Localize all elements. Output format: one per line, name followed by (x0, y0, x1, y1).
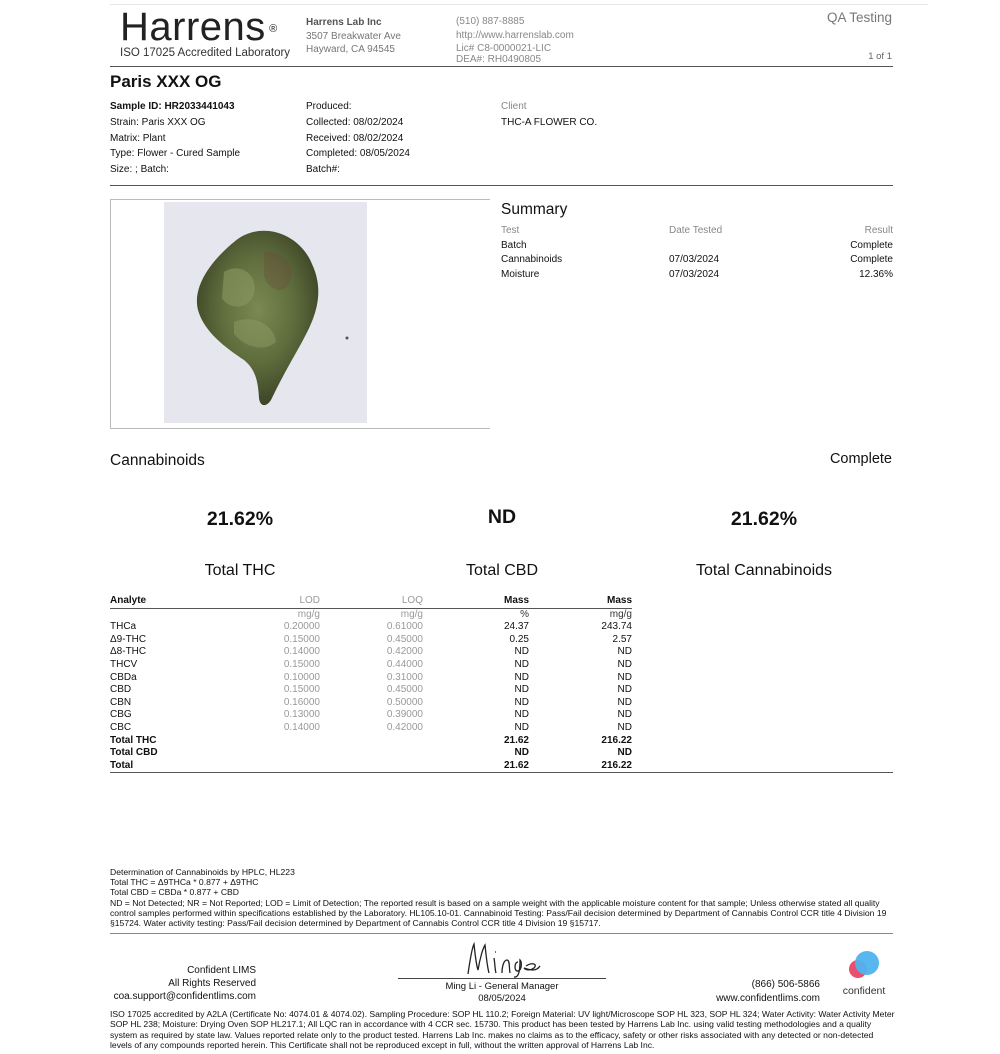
analyte-mass-mg: 243.74 (601, 621, 632, 633)
analyte-loq (320, 735, 423, 748)
analyte-table (110, 595, 893, 773)
analyte-mass-percent: 21.62 (423, 760, 529, 773)
logo-subtitle: ISO 17025 Accredited Laboratory (120, 47, 291, 59)
summary-header-row (501, 223, 893, 238)
analyte-loq: 0.39000 (386, 709, 423, 721)
notes-divider (110, 933, 893, 934)
row-spacer (632, 672, 893, 685)
analyte-mass-percent: 24.37 (503, 621, 529, 633)
summary-header-test: Test (501, 224, 520, 236)
analyte-loq: 0.50000 (386, 696, 423, 708)
analyte-name: CBG (110, 709, 132, 721)
analyte-name: CBD (110, 684, 132, 696)
signature-line (398, 978, 606, 979)
unit-spacer (632, 608, 893, 621)
confident-wordmark: confident (842, 985, 886, 997)
summary-test: Batch (501, 239, 527, 251)
analyte-name: CBDa (110, 671, 137, 683)
sample-id: Sample ID: HR2033441043 (110, 101, 235, 112)
sample-type: Type: Flower - Cured Sample (110, 148, 241, 160)
total-row (110, 735, 893, 748)
summary-result: 12.36% (859, 268, 893, 280)
analyte-lod: 0.20000 (283, 621, 320, 633)
header-loq: LOQ (320, 595, 423, 608)
lab-address-1: 3507 Breakwater Ave (306, 30, 401, 42)
row-spacer (632, 735, 893, 748)
details-divider (110, 185, 893, 186)
unit-mass-mg: mg/g (609, 608, 632, 620)
analyte-mass-percent: ND (514, 747, 529, 759)
confident-logo (836, 950, 892, 997)
analyte-name: Δ9-THC (110, 633, 147, 645)
analyte-loq: 0.31000 (386, 671, 423, 683)
summary-date: 07/03/2024 (669, 268, 720, 280)
analyte-lod: 0.15000 (283, 658, 320, 670)
analyte-lod: 0.10000 (283, 671, 320, 683)
analyte-mass-percent: ND (514, 646, 529, 658)
cannabis-bud-image (164, 202, 367, 423)
confident-logo-icon (847, 950, 881, 980)
analyte-mass-mg: ND (617, 721, 632, 733)
lab-license: Lic# C8-0000021-LIC (456, 43, 552, 55)
summary-date (669, 238, 793, 253)
header-spacer (632, 595, 893, 608)
row-spacer (632, 760, 893, 773)
summary-header-result: Result (864, 224, 893, 236)
analyte-name: Total THC (110, 734, 157, 746)
total-row (110, 760, 893, 773)
total-cannabinoids-label: Total Cannabinoids (695, 562, 833, 579)
confident-website[interactable]: www.confidentlims.com (716, 993, 820, 1004)
header-mass-mg: Mass (529, 595, 632, 608)
total-cannabinoids-value: 21.62% (730, 508, 798, 530)
analyte-lod: 0.15000 (283, 684, 320, 696)
header-analyte: Analyte (110, 595, 260, 608)
analyte-mass-percent: ND (514, 671, 529, 683)
collected: Collected: 08/02/2024 (306, 116, 404, 128)
analyte-mass-mg: 216.22 (601, 734, 632, 746)
analyte-loq: 0.44000 (386, 658, 423, 670)
signature-image (462, 940, 542, 978)
summary-date: 07/03/2024 (669, 254, 720, 266)
row-spacer (632, 621, 893, 634)
analyte-row (110, 697, 893, 710)
analyte-loq: 0.45000 (386, 684, 423, 696)
total-cbd-label: Total CBD (465, 562, 539, 579)
row-spacer (632, 722, 893, 735)
analyte-loq (320, 747, 423, 760)
method-notes (110, 867, 895, 928)
analyte-loq: 0.42000 (386, 646, 423, 658)
unit-loq: mg/g (400, 608, 423, 620)
analyte-name: Total CBD (110, 747, 158, 759)
row-spacer (632, 634, 893, 647)
sample-photo (164, 202, 367, 423)
analyte-mass-mg: ND (617, 658, 632, 670)
analyte-loq: 0.42000 (386, 721, 423, 733)
sample-dates (306, 99, 410, 178)
summary-title: Summary (501, 201, 568, 218)
analyte-mass-percent: ND (514, 658, 529, 670)
lims-name: Confident LIMS (187, 965, 256, 976)
header-divider (110, 66, 893, 67)
received: Received: 08/02/2024 (306, 132, 404, 144)
lims-info (110, 964, 256, 1003)
unit-mass-percent: % (520, 608, 529, 620)
analyte-name: Δ8-THC (110, 646, 147, 658)
analyte-name: THCa (110, 621, 137, 633)
analyte-name: CBC (110, 721, 132, 733)
client-block (501, 99, 597, 131)
analyte-loq (320, 760, 423, 773)
page-number: 1 of 1 (868, 51, 892, 62)
produced: Produced: (306, 101, 352, 112)
note-method: Determination of Cannabinoids by HPLC, HL223 (110, 867, 295, 877)
strain: Strain: Paris XXX OG (110, 116, 206, 128)
lab-website[interactable]: http://www.harrenslab.com (456, 29, 574, 41)
signature-date: 08/05/2024 (478, 993, 526, 1004)
summary-header-date: Date Tested (669, 224, 723, 236)
analyte-mass-mg: ND (617, 646, 632, 658)
units-row (110, 608, 893, 621)
summary-result: Complete (850, 239, 893, 251)
lims-rights: All Rights Reserved (168, 978, 256, 989)
row-spacer (632, 646, 893, 659)
confident-phone: (866) 506-5866 (751, 979, 820, 990)
registered-mark: ® (269, 23, 278, 35)
analyte-mass-percent: ND (514, 721, 529, 733)
analyte-name: Total (110, 760, 260, 773)
row-spacer (632, 659, 893, 672)
note-total-thc: Total THC = Δ9THCa * 0.877 + Δ9THC (110, 877, 259, 888)
summary-table (501, 223, 893, 282)
analyte-mass-mg: ND (617, 747, 632, 759)
analyte-mass-mg: ND (617, 684, 632, 696)
analyte-mass-percent: 21.62 (503, 734, 529, 746)
analyte-lod (260, 747, 320, 760)
analyte-lod: 0.14000 (283, 721, 320, 733)
lab-phone: (510) 887-8885 (456, 16, 525, 27)
cannabinoids-status: Complete (829, 451, 892, 467)
unit-analyte (110, 608, 260, 621)
signer-block (398, 981, 606, 1005)
confident-contact (700, 978, 820, 1006)
total-row (110, 747, 893, 760)
analyte-row (110, 684, 893, 697)
sample-title: Paris XXX OG (110, 72, 222, 91)
batch-number: Batch#: (306, 164, 340, 176)
row-spacer (632, 684, 893, 697)
header-lod: LOD (260, 595, 320, 608)
analyte-name: CBN (110, 696, 132, 708)
total-thc-value: 21.62% (206, 508, 274, 530)
analyte-mass-mg: ND (617, 709, 632, 721)
note-disclaimer: ND = Not Detected; NR = Not Reported; LOD = Limit of Detection; The reported result is based on a sample weight with the applicable moisture content for that sample; Unless otherwise stated all quality control samples performed within specifications established by the Laboratory. HL105.10-01. Cannabinoid Testing: Pass/Fail decision determined by Department of Cannabis Control CCR title 4 Division 19 §15724. Water activity testing: Pass/Fail decision determined by Department of Cannabis Control CCR title 4 Division 19 §15717. (110, 897, 887, 929)
analyte-lod: 0.13000 (283, 709, 320, 721)
logo-wordmark: Harrens (120, 5, 266, 49)
iso-accreditation-text: ISO 17025 accredited by A2LA (Certificate No: 4074.01 & 4074.02). Sampling Procedure: SOP HL 110.2; Foreign Material: UV light/Microscope SOP HL 323, SOP HL 324; Water Activity: Water Activity Meter SOP HL 238; Moisture: Drying Oven SOP HL217.1; All LQC ran in accordance with 4 CCR sec. 15730. This product has been tested by Harrens Lab Inc. using valid testing methodologies and a quality system as required by state law. Values reported relate only to the product tested. Harrens Lab Inc. makes no claims as to the efficacy, safety or other risks associated with any detected or non-detected levels of any compounds reported herein. This Certificate shall not be reproduced except in full, without the written approval of Harrens Lab Inc. (110, 1009, 895, 1050)
analyte-row (110, 659, 893, 672)
lab-info (306, 16, 401, 57)
size-batch: Size: ; Batch: (110, 164, 169, 176)
lab-dea: DEA#: RH0490805 (456, 53, 542, 65)
sample-details (110, 99, 240, 178)
summary-result: Complete (850, 254, 893, 266)
matrix: Matrix: Plant (110, 132, 166, 144)
unit-lod: mg/g (297, 608, 320, 620)
total-cbd-value: ND (487, 506, 517, 528)
analyte-row (110, 722, 893, 735)
lims-support-email[interactable]: coa.support@confidentlims.com (113, 991, 256, 1002)
analyte-mass-mg: ND (617, 671, 632, 683)
harrens-logo (120, 6, 300, 59)
summary-test: Moisture (501, 268, 540, 280)
row-spacer (632, 709, 893, 722)
analyte-loq: 0.45000 (386, 633, 423, 645)
analyte-mass-percent: ND (514, 684, 529, 696)
qa-testing-label: QA Testing (826, 10, 892, 25)
client-name: THC-A FLOWER CO. (501, 116, 598, 128)
analyte-lod (260, 760, 320, 773)
analyte-row (110, 621, 893, 634)
summary-row (501, 252, 893, 267)
lab-name: Harrens Lab Inc (306, 17, 382, 28)
header-mass-percent: Mass (423, 595, 529, 608)
analyte-lod: 0.16000 (283, 696, 320, 708)
client-label: Client (501, 101, 527, 112)
lab-address-2: Hayward, CA 94545 (306, 44, 395, 55)
total-thc-label: Total THC (204, 562, 276, 579)
completed: Completed: 08/05/2024 (306, 148, 410, 160)
analyte-mass-percent: ND (514, 696, 529, 708)
cannabinoids-title: Cannabinoids (110, 452, 205, 469)
analyte-name: THCV (110, 658, 138, 670)
signer-name: Ming Li - General Manager (445, 981, 559, 992)
analyte-lod: 0.15000 (283, 633, 320, 645)
row-spacer (632, 697, 893, 710)
analyte-mass-percent: ND (514, 709, 529, 721)
analyte-header-row (110, 595, 893, 608)
analyte-mass-percent: 0.25 (509, 633, 529, 645)
row-spacer (632, 747, 893, 760)
analyte-row (110, 634, 893, 647)
analyte-mass-mg: 216.22 (529, 760, 632, 773)
analyte-loq: 0.61000 (386, 621, 423, 633)
analyte-lod (260, 735, 320, 748)
analyte-mass-mg: 2.57 (612, 633, 632, 645)
analyte-row (110, 709, 893, 722)
summary-row (501, 267, 893, 282)
summary-test: Cannabinoids (501, 254, 563, 266)
lab-contact (456, 16, 574, 64)
summary-row (501, 238, 893, 253)
analyte-row (110, 646, 893, 659)
note-total-cbd: Total CBD = CBDa * 0.877 + CBD (110, 887, 239, 898)
analyte-mass-mg: ND (617, 696, 632, 708)
analyte-lod: 0.14000 (283, 646, 320, 658)
signature (462, 940, 542, 981)
analyte-row (110, 672, 893, 685)
